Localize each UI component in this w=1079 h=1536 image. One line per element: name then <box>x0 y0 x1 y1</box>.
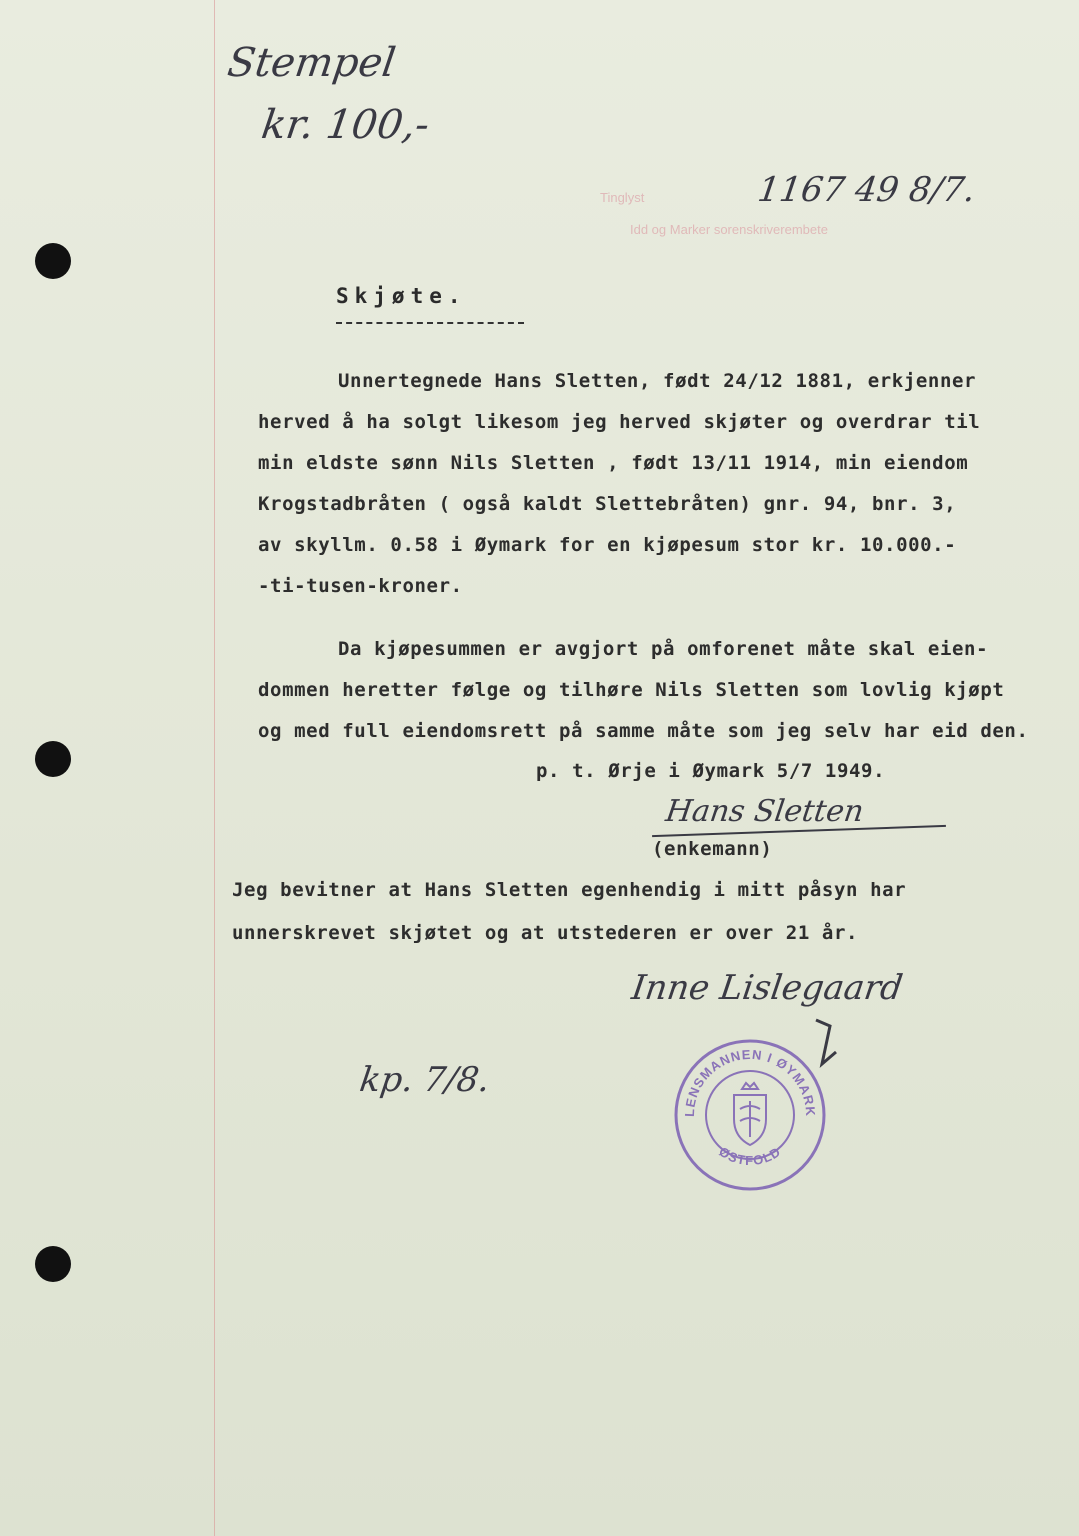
seal-text-bottom: ØSTFOLD <box>716 1143 784 1169</box>
handwritten-copy-note: kp. 7/8. <box>357 1060 493 1100</box>
police-seal-stamp <box>672 1037 828 1193</box>
handwritten-stamp-note-line1: Stempel <box>224 40 399 86</box>
signature-witness: Inne Lislegaard <box>629 968 906 1008</box>
place-and-date: p. t. Ørje i Øymark 5/7 1949. <box>536 760 886 782</box>
title-underline <box>336 322 524 324</box>
handwritten-reference-number: 1167 49 8/7. <box>755 170 978 210</box>
paragraph1-line: -ti-tusen-kroner. <box>258 575 463 597</box>
punch-hole <box>35 741 71 777</box>
handwritten-stamp-note-line2: kr. 100,- <box>258 102 433 148</box>
faint-stamp-line2: Idd og Marker sorenskriverembete <box>630 222 828 237</box>
paragraph2-line: og med full eiendomsrett på samme måte som jeg selv har eid den. <box>258 720 1029 742</box>
punch-hole <box>35 1246 71 1282</box>
punch-hole <box>35 243 71 279</box>
witness-statement-line: Jeg bevitner at Hans Sletten egenhendig i mitt påsyn har <box>232 879 907 901</box>
paragraph1-line: Unnertegnede Hans Sletten, født 24/12 1881, erkjenner <box>338 370 977 392</box>
seal-text-top: LENSMANNEN I ØYMARK <box>681 1046 819 1118</box>
paragraph2-line: Da kjøpesummen er avgjort på omforenet måte skal eien- <box>338 638 989 660</box>
faint-stamp-line1: Tinglyst <box>600 190 645 205</box>
svg-text:ØSTFOLD <box>716 1144 783 1168</box>
coat-of-arms-icon <box>734 1083 766 1145</box>
paragraph1-line: Krogstadbråten ( også kaldt Slettebråten) gnr. 94, bnr. 3, <box>258 493 957 515</box>
paragraph1-line: min eldste sønn Nils Sletten , født 13/11 1914, min eiendom <box>258 452 969 474</box>
signature-seller: Hans Sletten <box>663 794 866 829</box>
document-title: Skjøte. <box>336 284 467 308</box>
margin-rule <box>214 0 215 1536</box>
witness-statement-line: unnerskrevet skjøtet og at utstederen er over 21 år. <box>232 922 859 944</box>
signer-role: (enkemann) <box>652 838 773 860</box>
paragraph1-line: herved å ha solgt likesom jeg herved skjøter og overdrar til <box>258 411 981 433</box>
paragraph2-line: dommen heretter følge og tilhøre Nils Sletten som lovlig kjøpt <box>258 679 1005 701</box>
paragraph1-line: av skyllm. 0.58 i Øymark for en kjøpesum stor kr. 10.000.- <box>258 534 957 556</box>
